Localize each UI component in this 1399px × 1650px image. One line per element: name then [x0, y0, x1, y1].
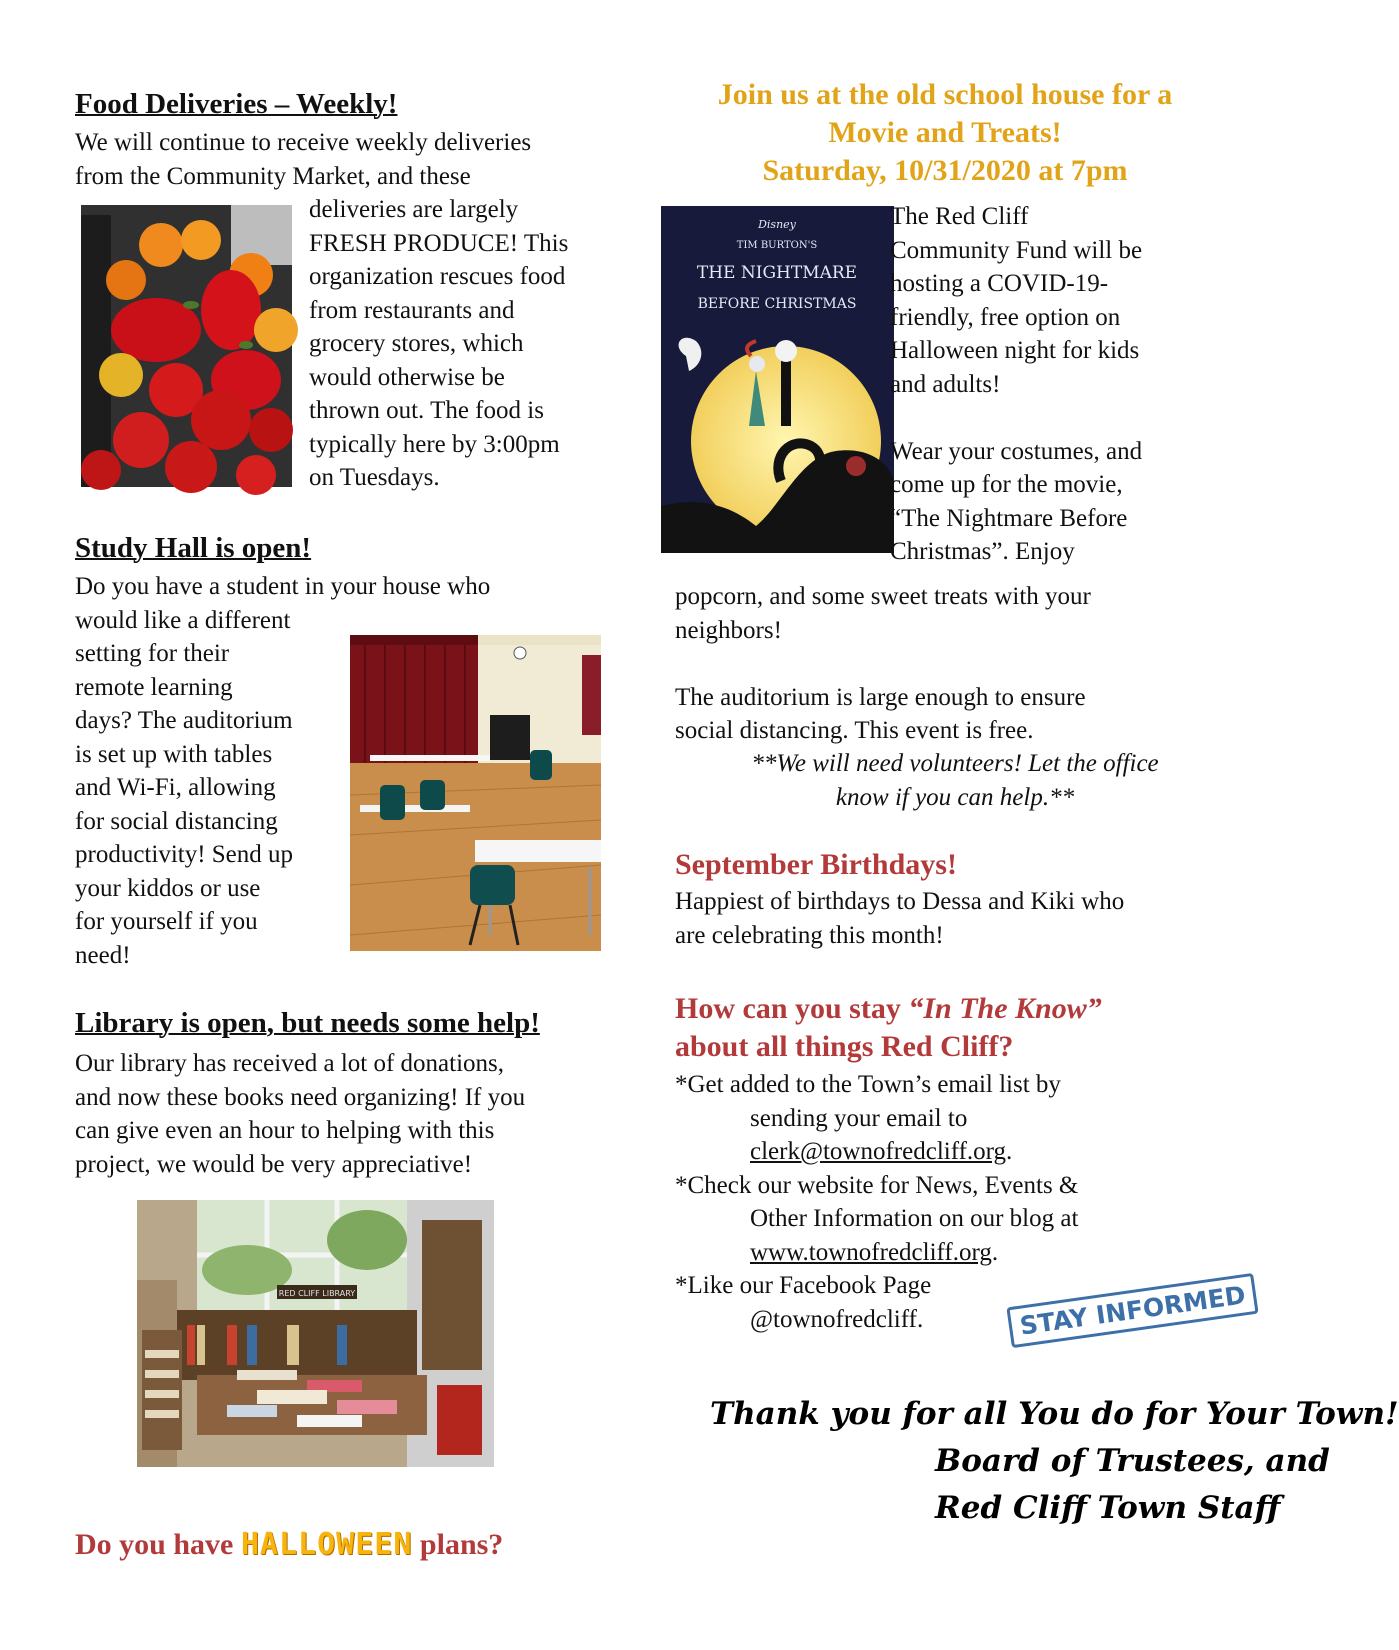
text-line: would like a different [75, 606, 291, 634]
text-line: for social distancing [75, 807, 278, 835]
food-heading: Food Deliveries – Weekly! [75, 88, 398, 120]
website-link[interactable]: www.townofredcliff.org [750, 1238, 992, 1266]
text-line: The auditorium is large enough to ensure [675, 683, 1086, 711]
halloween-highlight: HALLOWEEN [240, 1527, 413, 1562]
text-line: Happiest of birthdays to Dessa and Kiki who [675, 888, 1125, 915]
email-link[interactable]: clerk@townofredcliff.org [750, 1138, 1007, 1165]
text-line: productivity! Send up [75, 841, 294, 868]
halloween-prefix: Do you have [75, 1528, 234, 1561]
text-line: Our library has received a lot of donations, [75, 1050, 505, 1077]
text-line: and adults! [890, 370, 1001, 398]
text-line: from the Community Market, and these [75, 162, 471, 190]
movie-poster [661, 206, 894, 553]
stay-informed-stamp: STAY INFORMED [1006, 1273, 1259, 1348]
text-line: can give even an hour to helping with this [75, 1117, 495, 1144]
study-heading: Study Hall is open! [75, 532, 312, 564]
text-line: We will continue to receive weekly deliveries [75, 129, 532, 156]
text-line: hosting a COVID-19- [890, 270, 1109, 297]
text-line: social distancing. This event is free. [675, 717, 1034, 744]
movie-text-full [675, 580, 1091, 748]
text-line: Halloween night for kids [890, 337, 1140, 364]
text-line: project, we would be very appreciative! [75, 1150, 473, 1178]
know-item1-a: *Get added to the Town’s email list by [675, 1071, 1061, 1098]
text-line: come up for the movie, [890, 471, 1123, 498]
food-text-wrap [309, 193, 568, 495]
know-item1-line: clerk@townofredcliff.org. [750, 1138, 1013, 1165]
library-heading: Library is open, but needs some help! [75, 1007, 540, 1039]
text-line: know if you can help.** [835, 783, 1075, 811]
text-line: days? The auditorium [75, 707, 293, 734]
text-line: from restaurants and [309, 296, 515, 324]
know-item2-b: Other Information on our blog at [750, 1205, 1079, 1232]
halloween-question [75, 1527, 503, 1562]
text-line: remote learning [75, 673, 233, 701]
text-line: Christmas”. Enjoy [890, 538, 1075, 565]
text-line: Community Fund will be [890, 236, 1143, 264]
know-item1-b: sending your email to [750, 1104, 968, 1132]
text-line: your kiddos or use [75, 874, 261, 902]
headline-line: Movie and Treats! [828, 116, 1062, 149]
signoff-line1: Thank you for all You do for Your Town! [710, 1396, 1399, 1432]
poster-line1: TIM BURTON'S [736, 240, 818, 251]
text-line: FRESH PRODUCE! This [309, 229, 569, 257]
text-line: Wear your costumes, and [890, 437, 1143, 465]
know-heading [675, 990, 1102, 1066]
text-line: popcorn, and some sweet treats with your [675, 583, 1091, 610]
know-item3-a: *Like our Facebook Page [675, 1272, 932, 1299]
movie-text-wrap [890, 200, 1142, 569]
text-line: friendly, free option on [890, 303, 1121, 331]
know-item3-b: @townofredcliff. [750, 1305, 924, 1333]
headline-line: Join us at the old school house for a [717, 78, 1173, 111]
text-line: deliveries are largely [309, 196, 519, 223]
volunteer-note [675, 747, 1235, 814]
know-list [675, 1068, 1078, 1336]
text-line: would otherwise be [309, 363, 505, 391]
signoff-line3: Red Cliff Town Staff [935, 1490, 1281, 1526]
text-line: grocery stores, which [309, 330, 524, 357]
library-sign: RED CLIFF LIBRARY [278, 1289, 356, 1298]
know-heading-line1 [675, 990, 1102, 1028]
text-line [890, 401, 1142, 435]
text-line: is set up with tables [75, 740, 273, 768]
know-heading-italic: “In The Know” [908, 992, 1102, 1025]
produce-photo [81, 205, 292, 487]
library-photo [137, 1200, 494, 1467]
text-line: on Tuesdays. [309, 464, 440, 491]
text-line: need! [75, 941, 131, 969]
text-line: for yourself if you [75, 908, 258, 935]
text-line [675, 647, 1091, 681]
movie-headline [660, 76, 1230, 190]
text-line: thrown out. The food is [309, 397, 544, 424]
birthdays-heading: September Birthdays! [675, 848, 957, 881]
text-line: Do you have a student in your house who [75, 573, 491, 600]
text-line: typically here by 3:00pm [309, 430, 560, 458]
text-line: neighbors! [675, 616, 782, 644]
headline-line: Saturday, 10/31/2020 at 7pm [762, 154, 1128, 187]
text-line: “The Nightmare Before [890, 504, 1128, 532]
birthdays-text [675, 885, 1124, 952]
halloween-suffix: plans? [419, 1528, 504, 1561]
know-item2-a: *Check our website for News, Events & [675, 1171, 1079, 1199]
signoff-line2: Board of Trustees, and [935, 1443, 1330, 1479]
know-heading-b: about all things Red Cliff? [675, 1030, 1014, 1063]
know-item2-line: www.townofredcliff.org. [750, 1238, 999, 1266]
text-line: and now these books need organizing! If you [75, 1083, 526, 1111]
poster-studio: Disney [758, 218, 796, 231]
text-line: setting for their [75, 640, 230, 667]
text-line: **We will need volunteers! Let the office [751, 750, 1159, 777]
food-text-top [75, 126, 531, 193]
library-text [75, 1047, 525, 1181]
auditorium-photo [350, 635, 601, 951]
text-line: and Wi-Fi, allowing [75, 774, 276, 801]
text-line: are celebrating this month! [675, 921, 944, 949]
poster-line2: THE NIGHTMARE [696, 263, 858, 283]
text-line: The Red Cliff [890, 203, 1029, 230]
poster-line3: BEFORE CHRISTMAS [697, 296, 857, 312]
text-line: organization rescues food [309, 263, 566, 290]
know-heading-a: How can you stay [675, 992, 909, 1025]
